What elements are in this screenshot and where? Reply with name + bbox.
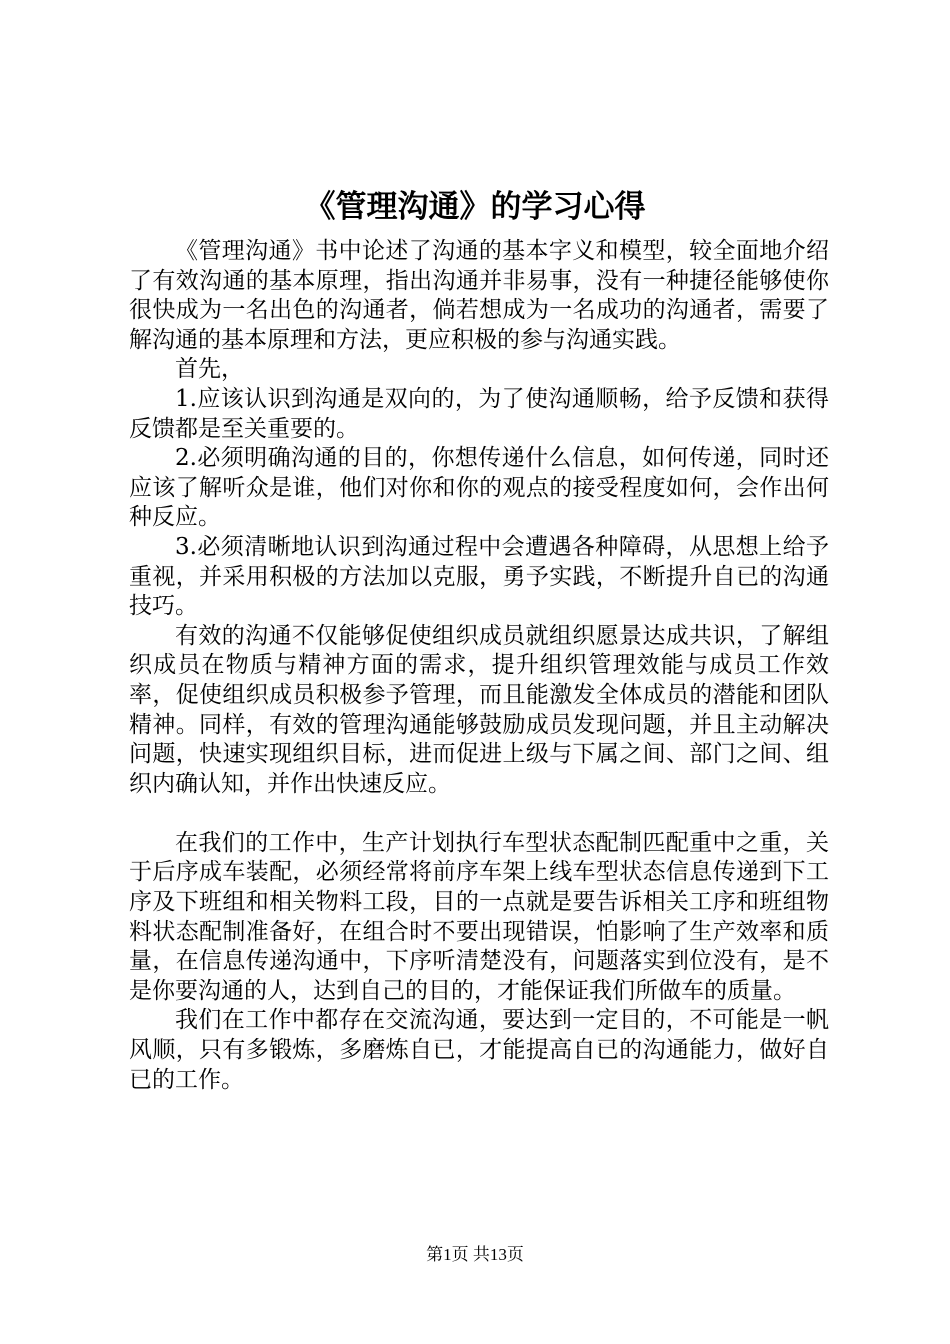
paragraph-intro: 《管理沟通》书中论述了沟通的基本字义和模型，较全面地介绍了有效沟通的基本原理，指出沟通并非易事，没有一种捷径能够使你很快成为一名出色的沟通者，倘若想成为一名成功的沟通者，需要了解沟通的基本原理和方法，更应积极的参与沟通实践。 (129, 238, 829, 353)
paragraph-work-practice: 在我们的工作中，生产计划执行车型状态配制匹配重中之重，关于后序成车装配，必须经常将前序车架上线车型状态信息传递到下工序及下班组和相关物料工段，目的一点就是要告诉相关工序和班组物料状态配制准备好，在组合时不要出现错误，怕影响了生产效率和质量，在信息传递沟通中，下序听清楚没有，问题落实到位没有，是不是你要沟通的人，达到自己的目的，才能保证我们所做车的质量。 (129, 829, 829, 1004)
document-title: 《管理沟通》的学习心得 (304, 189, 646, 225)
paragraph-point-1: 1.应该认识到沟通是双向的，为了使沟通顺畅，给予反馈和获得反馈都是至关重要的。 (129, 385, 829, 442)
paragraph-effective-communication: 有效的沟通不仅能够促使组织成员就组织愿景达成共识，了解组织成员在物质与精神方面的需求，提升组织管理效能与成员工作效率，促使组织成员积极参予管理，而且能激发全体成员的潜能和团队精神。同样，有效的管理沟通能够鼓励成员发现问题，并且主动解决问题，快速实现组织目标，进而促进上级与下属之间、部门之间、组织内确认知，并作出快速反应。 (129, 622, 829, 797)
paragraph-point-2: 2.必须明确沟通的目的，你想传递什么信息，如何传递，同时还应该了解听众是谁，他们对你和你的观点的接受程度如何，会作出何种反应。 (129, 445, 829, 531)
paragraph-conclusion: 我们在工作中都存在交流沟通，要达到一定目的，不可能是一帆风顺，只有多锻炼，多磨炼自已，才能提高自已的沟通能力，做好自已的工作。 (129, 1007, 829, 1093)
document-body (129, 237, 829, 1095)
page-number-footer: 第1页 共13页 (426, 1245, 524, 1264)
paragraph-point-3: 3.必须清晰地认识到沟通过程中会遭遇各种障碍，从思想上给予重视，并采用积极的方法加以克服，勇予实践，不断提升自已的沟通技巧。 (129, 533, 829, 620)
paragraph-first: 首先， (175, 356, 244, 383)
